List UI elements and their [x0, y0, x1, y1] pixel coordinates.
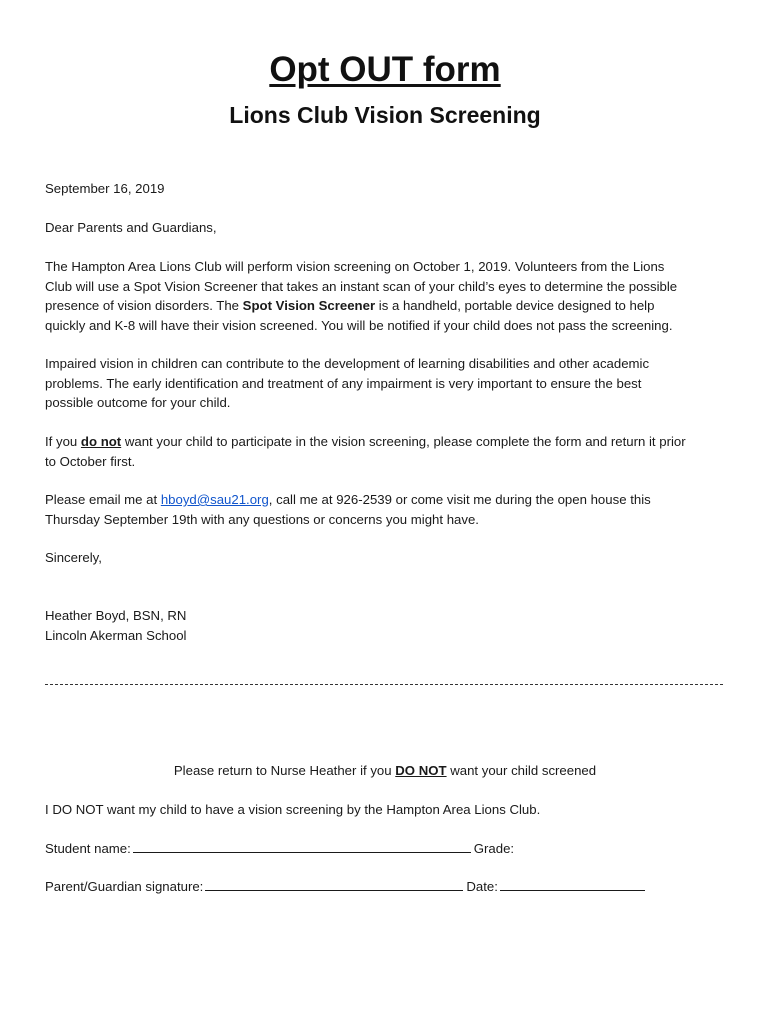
- paragraph-opt-out-instructions: [45, 432, 735, 471]
- paragraph-line: [45, 296, 735, 316]
- text-run: is a handheld, portable device designed to help: [375, 298, 655, 313]
- paragraph-line: to October first.: [45, 453, 136, 469]
- paragraph-line: Impaired vision in children can contribute to the development of learning disabilities and other academic: [45, 356, 650, 371]
- student-name-field[interactable]: [133, 839, 471, 853]
- signature-name: Heather Boyd, BSN, RN: [45, 608, 187, 623]
- text-run: want your child screened: [446, 763, 597, 778]
- paragraph-line: problems. The early identification and treatment of any impairment is very important to ensure the best: [45, 375, 642, 391]
- parent-signature-field[interactable]: [205, 877, 463, 891]
- letter-date: September 16, 2019: [45, 181, 165, 196]
- grade-label: Grade:: [473, 841, 515, 856]
- paragraph-line: Thursday September 19th with any questions or concerns you might have.: [45, 511, 479, 527]
- student-row: [45, 839, 514, 859]
- page-title: Opt OUT form: [269, 50, 501, 89]
- text-run: If you: [45, 434, 81, 449]
- paragraph-screening-info: [45, 257, 735, 335]
- paragraph-line: Club will use a Spot Vision Screener that takes an instant scan of your child’s eyes to determine the possible: [45, 278, 678, 294]
- text-run: want your child to participate in the vision screening, please complete the form and return it prior: [121, 434, 686, 449]
- parent-row: [45, 877, 648, 897]
- parent-signature-label: Parent/Guardian signature:: [45, 879, 204, 894]
- text-run: Please return to Nurse Heather if you: [173, 763, 396, 778]
- cut-line-divider: [45, 684, 723, 685]
- signature-school: Lincoln Akerman School: [45, 628, 187, 643]
- date-label: Date:: [466, 879, 498, 894]
- return-instruction: [0, 761, 770, 781]
- device-name-bold: Spot Vision Screener: [242, 298, 376, 313]
- paragraph-line: [45, 432, 735, 452]
- page-subtitle: Lions Club Vision Screening: [229, 102, 541, 128]
- text-run: , call me at 926-2539 or come visit me during the open house this: [268, 492, 651, 507]
- paragraph-line: possible outcome for your child.: [45, 395, 231, 410]
- date-field[interactable]: [500, 877, 645, 891]
- letter-closing: Sincerely,: [45, 550, 102, 565]
- student-name-label: Student name:: [45, 841, 131, 856]
- do-not-emphasis: DO NOT: [395, 763, 447, 778]
- email-link[interactable]: hboyd@sau21.org: [160, 492, 269, 507]
- paragraph-contact: [45, 490, 735, 529]
- paragraph-line: The Hampton Area Lions Club will perform vision screening on October 1, 2019. Volunteers from the Lions: [45, 259, 665, 274]
- paragraph-line: [45, 490, 735, 510]
- text-run: Please email me at: [45, 492, 161, 507]
- do-not-emphasis: do not: [80, 434, 122, 449]
- paragraph-impaired-vision: [45, 354, 735, 413]
- letter-greeting: Dear Parents and Guardians,: [45, 220, 217, 235]
- paragraph-line: quickly and K-8 will have their vision screened. You will be notified if your child does not pass the screening.: [45, 317, 673, 333]
- opt-out-statement: I DO NOT want my child to have a vision screening by the Hampton Area Lions Club.: [45, 802, 541, 817]
- text-run: presence of vision disorders. The: [45, 298, 243, 313]
